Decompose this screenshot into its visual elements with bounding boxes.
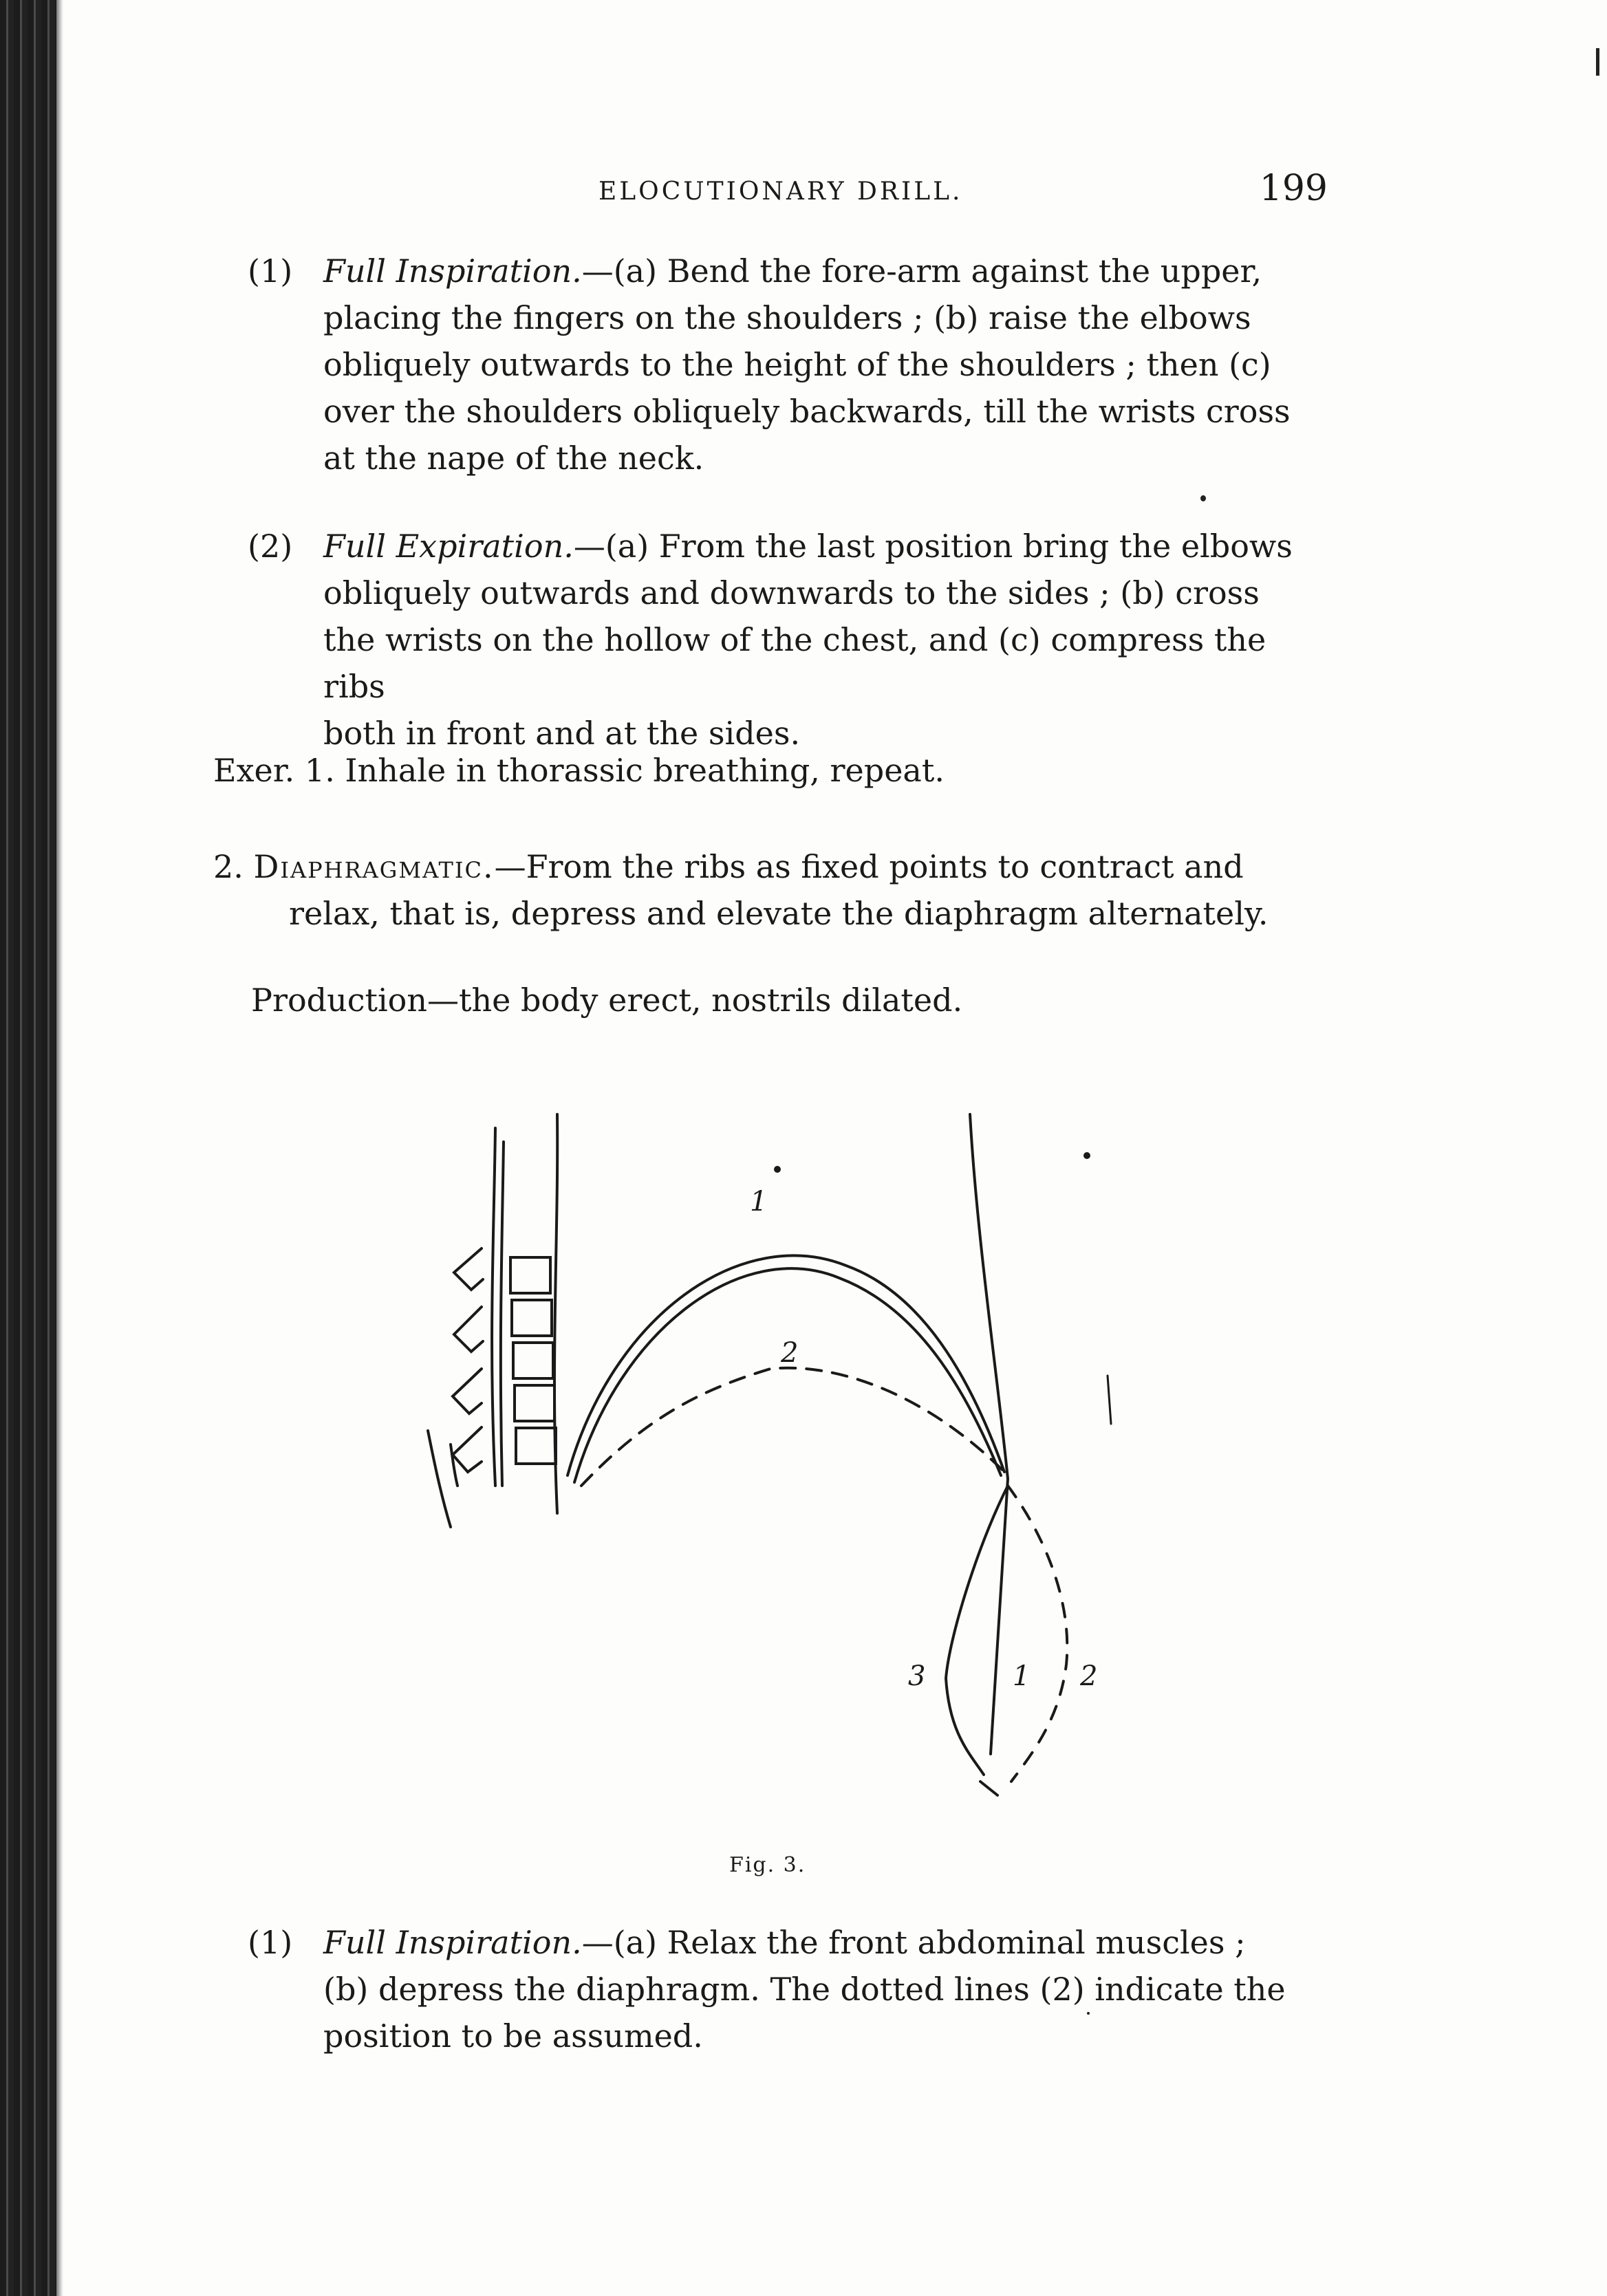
paragraph-heading: Full Inspiration. bbox=[323, 1924, 582, 1961]
stray-mark bbox=[1108, 1376, 1111, 1424]
paragraph-line bbox=[323, 248, 1328, 294]
paragraph-line-text: —(a) Relax the front abdominal muscles ; bbox=[581, 1924, 1246, 1961]
paragraph-line: obliquely outwards to the height of the shoulders ; then (c) bbox=[323, 346, 1271, 383]
paragraph-marker: (1) bbox=[248, 1924, 293, 1961]
paragraph-line: both in front and at the sides. bbox=[323, 715, 801, 752]
vertebra bbox=[516, 1428, 556, 1464]
vertebra bbox=[512, 1300, 552, 1336]
paragraph-full-inspiration-2 bbox=[248, 1919, 1328, 2059]
paragraph-line: obliquely outwards and downwards to the sides ; (b) cross bbox=[323, 574, 1260, 611]
spine-line bbox=[501, 1142, 504, 1486]
rib-process bbox=[453, 1427, 482, 1472]
paragraph-line-text: —(a) From the last position bring the elbows bbox=[573, 528, 1293, 565]
paragraph-diaphragmatic bbox=[213, 843, 1328, 937]
curve-end bbox=[980, 1781, 997, 1795]
vertebra bbox=[510, 1257, 550, 1293]
paragraph-line: the wrists on the hollow of the chest, and (c) compress the ribs bbox=[323, 621, 1266, 705]
back-line bbox=[428, 1431, 451, 1527]
running-title: ELOCUTIONARY DRILL. bbox=[598, 177, 963, 206]
paragraph-line: position to be assumed. bbox=[323, 2017, 703, 2055]
paragraph-line: (b) depress the diaphragm. The dotted lines (2) indicate the bbox=[323, 1971, 1286, 2008]
paragraph-number: 2. bbox=[213, 848, 244, 885]
figure-label: 2 bbox=[781, 1337, 799, 1369]
paragraph-full-inspiration bbox=[248, 248, 1328, 481]
figure-label: 1 bbox=[1013, 1660, 1031, 1692]
paragraph-line: placing the fingers on the shoulders ; (b) raise the elbows bbox=[323, 299, 1251, 336]
exercise-line: Exer. 1. Inhale in thorassic breathing, repeat. bbox=[213, 752, 945, 789]
stray-dot bbox=[775, 1167, 779, 1171]
paragraph-line: over the shoulders obliquely backwards, till the wrists cross bbox=[323, 393, 1291, 430]
edge-mark bbox=[1596, 48, 1599, 76]
speck bbox=[1200, 495, 1206, 501]
binding-edge-shadow bbox=[56, 0, 63, 2296]
paragraph-line-text: —(a) Bend the fore-arm against the upper, bbox=[581, 252, 1262, 290]
stray-dot bbox=[1085, 1154, 1089, 1158]
paragraph-line-text: —From the ribs as fixed points to contract and bbox=[494, 848, 1244, 885]
paragraph-heading: Diaphragmatic. bbox=[253, 848, 495, 885]
paragraph-line bbox=[323, 523, 1328, 570]
vertebra bbox=[515, 1385, 554, 1421]
figure-label: 2 bbox=[1080, 1660, 1098, 1692]
page-header bbox=[241, 168, 1328, 220]
book-binding bbox=[0, 0, 56, 2296]
paragraph-line bbox=[323, 1919, 1328, 1966]
vertebra bbox=[513, 1343, 553, 1378]
paragraph-line: relax, that is, depress and elevate the diaphragm alternately. bbox=[289, 895, 1269, 932]
rib-process bbox=[453, 1369, 482, 1414]
rib-process bbox=[454, 1248, 483, 1290]
figure-label: 1 bbox=[750, 1186, 768, 1217]
paragraph-heading: Full Inspiration. bbox=[323, 252, 582, 290]
diaphragm-curve-1 bbox=[574, 1268, 1001, 1482]
spine-line bbox=[492, 1128, 495, 1486]
figure-label: 3 bbox=[908, 1660, 926, 1692]
paragraph-marker: (2) bbox=[248, 528, 293, 565]
rib-process bbox=[454, 1307, 483, 1352]
page-number: 199 bbox=[1259, 168, 1328, 209]
diaphragm-curve-2 bbox=[581, 1368, 1004, 1486]
paragraph-line bbox=[213, 843, 1328, 890]
paragraph-full-expiration bbox=[248, 523, 1328, 757]
paragraph-heading: Full Expiration. bbox=[323, 528, 574, 565]
figure-diaphragm bbox=[385, 1101, 1156, 1843]
production-line: Production—the body erect, nostrils dilated. bbox=[251, 982, 963, 1019]
abdomen-curve-2 bbox=[1008, 1486, 1067, 1781]
paragraph-marker: (1) bbox=[248, 252, 293, 290]
figure-caption: Fig. 3. bbox=[729, 1853, 806, 1877]
diaphragm-diagram bbox=[385, 1101, 1156, 1843]
paragraph-line: at the nape of the neck. bbox=[323, 440, 704, 477]
